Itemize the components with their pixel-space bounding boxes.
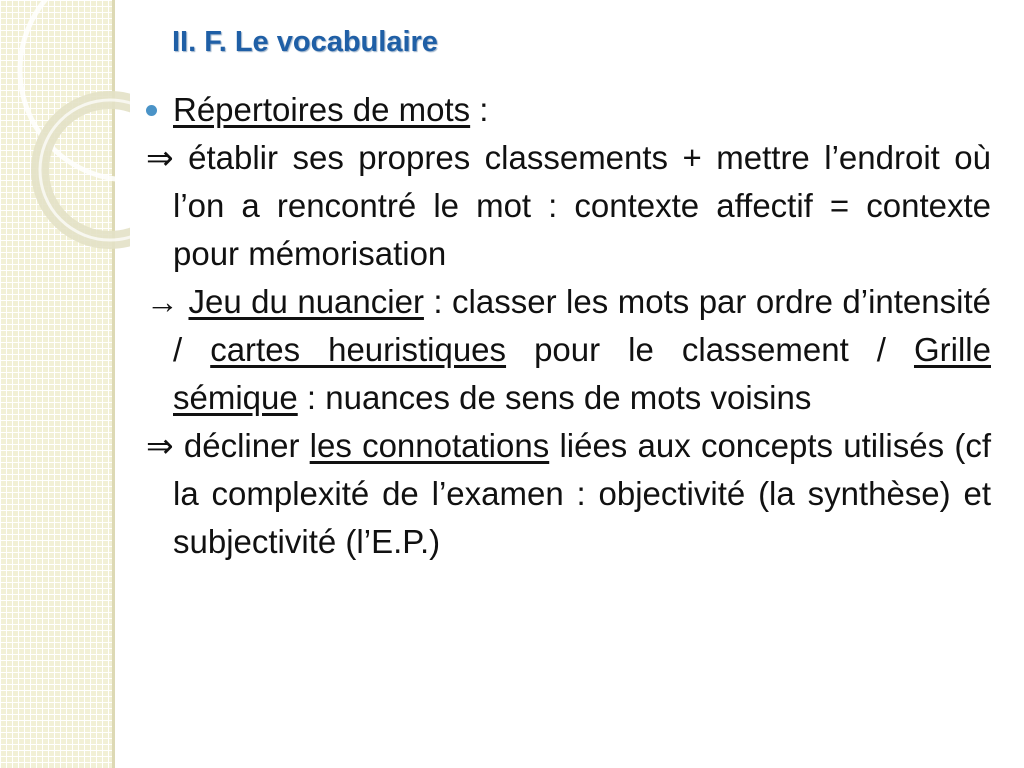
paragraph-3-text-2: liées aux concepts utilisés (cf la complexité de l’examen : objectivité (la synthèse) et subjectivité (l’E.P.) <box>173 427 991 560</box>
paragraph-2 <box>146 278 991 422</box>
double-arrow-icon: ⇒ <box>146 427 174 464</box>
decorative-circles <box>0 0 130 300</box>
bullet-suffix: : <box>470 91 489 128</box>
right-arrow-icon: → <box>146 283 179 320</box>
term-jeu-du-nuancier: Jeu du nuancier <box>188 283 424 320</box>
paragraph-3 <box>146 422 991 566</box>
bullet-dot-icon <box>146 105 157 116</box>
term-les-connotations: les connotations <box>309 427 550 464</box>
term-cartes-heuristiques: cartes heuristiques <box>210 331 507 368</box>
double-arrow-icon: ⇒ <box>146 139 174 176</box>
paragraph-3-text-1: décliner <box>173 427 310 464</box>
paragraph-2-text-1: : classer les mots par ordre d’intensité / <box>173 283 991 368</box>
paragraph-2-text-3: : nuances de sens de mots voisins <box>297 379 812 416</box>
paragraph-2-text-2: pour le classement / <box>506 331 914 368</box>
paragraph-1-text: établir ses propres classements + mettre l’endroit où l’on a rencontré le mot : contexte affectif = contexte pour mémorisation <box>173 139 991 272</box>
slide-title: II. F. Le vocabulaire <box>172 26 438 58</box>
paragraph-1 <box>146 134 991 278</box>
bullet-item <box>146 86 991 134</box>
slide-body <box>146 86 991 566</box>
bullet-heading: Répertoires de mots <box>173 91 471 128</box>
term-grille-semique: Grille sémique <box>173 331 991 416</box>
